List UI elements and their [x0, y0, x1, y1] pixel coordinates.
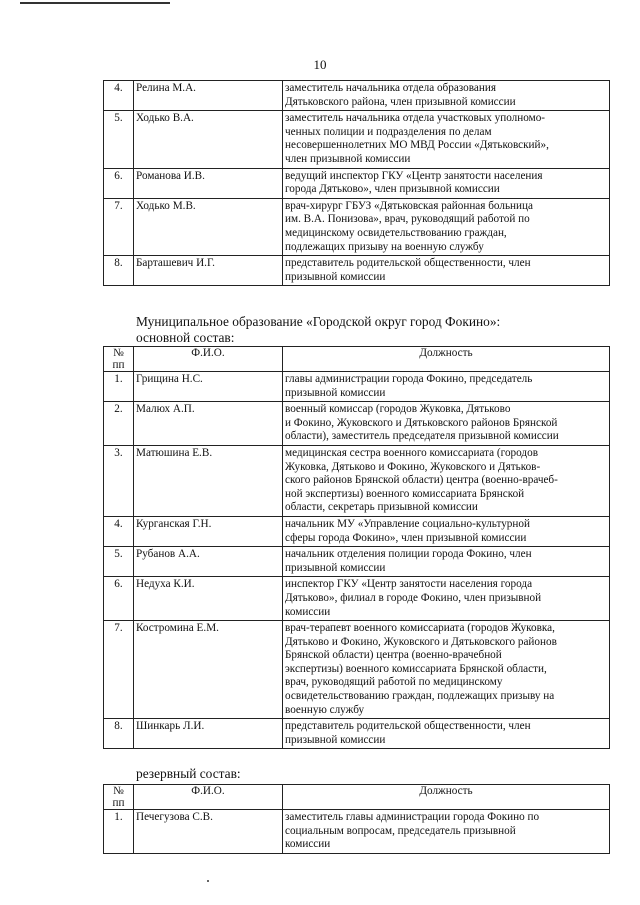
position-line: освидетельствованию граждан, подлежащих призыву на: [285, 690, 555, 703]
member-position: [283, 621, 610, 719]
position-line: им. В.А. Понизова», врач, руководящий работой по: [285, 213, 530, 226]
table-row: [104, 198, 610, 255]
table-row: [104, 547, 610, 577]
position-line: заместитель начальника отдела образования: [285, 82, 496, 94]
reserve-composition-table: [103, 784, 610, 854]
position-line: области, секретарь призывной комиссии: [285, 501, 478, 514]
commission-table-continued: [103, 80, 610, 286]
row-number: 8.: [104, 256, 134, 286]
section-main-title-line2: основной состав:: [136, 330, 235, 345]
header-role: Должность: [283, 785, 610, 810]
main-composition-table: [103, 346, 610, 749]
position-line: заместитель главы администрации города Фокино по: [285, 811, 540, 823]
position-line: военную службу: [285, 703, 365, 716]
position-line: сферы города Фокино», член призывной комиссии: [285, 531, 527, 544]
row-number: 4.: [104, 516, 134, 546]
table-row: [104, 256, 610, 286]
member-position: [283, 445, 610, 516]
table-body: [104, 372, 610, 749]
section-reserve-title: резервный состав:: [136, 766, 241, 781]
row-number: 5.: [104, 111, 134, 168]
position-line: врач-терапевт военного комиссариата (городов Жуковка,: [285, 622, 555, 635]
member-name: Барташевич И.Г.: [134, 256, 283, 286]
row-number: 6.: [104, 577, 134, 621]
table-row: [104, 719, 610, 749]
member-position: [283, 198, 610, 255]
header-num: № пп: [104, 785, 134, 810]
table-row: [104, 402, 610, 446]
top-rule: [20, 2, 170, 4]
position-line: представитель родительской общественности, член: [285, 257, 531, 270]
position-line: инспектор ГКУ «Центр занятости населения города: [285, 578, 533, 591]
position-line: медицинская сестра военного комиссариата (городов: [285, 446, 538, 459]
position-line: призывной комиссии: [285, 386, 386, 399]
member-name: Ходько В.А.: [134, 111, 283, 168]
position-line: Дятьково», филиал в городе Фокино, член призывной: [285, 591, 542, 604]
member-position: [283, 256, 610, 286]
header-num: № пп: [104, 347, 134, 372]
page-number: 10: [313, 57, 327, 72]
position-line: член призывной комиссии: [285, 152, 411, 165]
row-number: 4.: [104, 81, 134, 111]
section-main-title: [136, 314, 616, 346]
position-line: несовершеннолетних МО МВД России «Дятьковский»,: [285, 139, 549, 152]
member-name: Грищина Н.С.: [134, 372, 283, 402]
table-row: [104, 111, 610, 168]
position-line: ского районов Брянской области) центра (военно-врачеб-: [285, 474, 558, 487]
position-line: медицинскому освидетельствованию граждан,: [285, 226, 507, 239]
row-number: 7.: [104, 621, 134, 719]
row-number: 2.: [104, 402, 134, 446]
member-position: [283, 372, 610, 402]
position-line: призывной комиссии: [285, 733, 386, 746]
table-row: [104, 81, 610, 111]
position-line: и Фокино, Жуковского и Дятьковского районов Брянской: [285, 416, 558, 429]
row-number: 8.: [104, 719, 134, 749]
position-line: ченных полиции и подразделения по делам: [285, 125, 492, 138]
header-name: Ф.И.О.: [134, 347, 283, 372]
row-number: 7.: [104, 198, 134, 255]
member-position: [283, 810, 610, 854]
position-line: врач, руководящий работой по медицинскому: [285, 676, 503, 689]
position-line: комиссии: [285, 605, 331, 618]
table-row: [104, 516, 610, 546]
position-line: экспертизы) военного комиссариата Брянской области,: [285, 662, 547, 675]
position-line: военный комиссар (городов Жуковка, Дятьково: [285, 403, 511, 416]
table-body: [104, 810, 610, 854]
header-row: [104, 347, 610, 372]
position-line: призывной комиссии: [285, 561, 386, 574]
member-position: [283, 577, 610, 621]
member-position: [283, 516, 610, 546]
position-line: Дятьково и Фокино, Жуковского и Дятьковского районов: [285, 635, 557, 648]
row-number: 1.: [104, 372, 134, 402]
row-number: 3.: [104, 445, 134, 516]
scan-speck: [207, 880, 209, 882]
position-line: подлежащих призыву на военную службу: [285, 240, 484, 253]
member-name: Малюх А.П.: [134, 402, 283, 446]
member-position: [283, 111, 610, 168]
member-name: Релина М.А.: [134, 81, 283, 111]
member-name: Шинкарь Л.И.: [134, 719, 283, 749]
table-row: [104, 372, 610, 402]
position-line: Жуковка, Дятьково и Фокино, Жуковского и Дятьков-: [285, 460, 541, 473]
member-name: Недуха К.И.: [134, 577, 283, 621]
section-main-title-line1: Муниципальное образование «Городской округ город Фокино»:: [136, 314, 501, 329]
member-name: Печегузова С.В.: [134, 810, 283, 854]
position-line: главы администрации города Фокино, председатель: [285, 373, 533, 385]
header-row: [104, 785, 610, 810]
position-line: комиссии: [285, 838, 331, 851]
member-name: Ходько М.В.: [134, 198, 283, 255]
member-position: [283, 81, 610, 111]
table-body: [104, 81, 610, 286]
table-row: [104, 621, 610, 719]
position-line: области), заместитель председателя призывной комиссии: [285, 430, 559, 443]
member-name: Костромина Е.М.: [134, 621, 283, 719]
position-line: начальник МУ «Управление социально-культурной: [285, 517, 530, 530]
member-position: [283, 402, 610, 446]
row-number: 1.: [104, 810, 134, 854]
table-row: [104, 168, 610, 198]
member-name: Рубанов А.А.: [134, 547, 283, 577]
member-name: Романова И.В.: [134, 168, 283, 198]
position-line: начальник отделения полиции города Фокино, член: [285, 548, 532, 561]
row-number: 6.: [104, 168, 134, 198]
position-line: представитель родительской общественности, член: [285, 720, 531, 733]
table-row: [104, 445, 610, 516]
position-line: призывной комиссии: [285, 270, 386, 283]
position-line: города Дятьково», член призывной комиссии: [285, 183, 500, 196]
position-line: заместитель начальника отдела участковых уполномо-: [285, 112, 546, 125]
table-row: [104, 577, 610, 621]
position-line: врач-хирург ГБУЗ «Дятьковская районная больница: [285, 199, 533, 212]
table-row: [104, 810, 610, 854]
position-line: Дятьковского района, член призывной комиссии: [285, 95, 516, 108]
position-line: социальным вопросам, председатель призывной: [285, 824, 516, 837]
position-line: Брянской области) центра (военно-врачебной: [285, 649, 502, 662]
position-line: ной экспертизы) военного комиссариата Брянской: [285, 487, 525, 500]
row-number: 5.: [104, 547, 134, 577]
header-name: Ф.И.О.: [134, 785, 283, 810]
member-position: [283, 547, 610, 577]
member-position: [283, 168, 610, 198]
member-position: [283, 719, 610, 749]
member-name: Курганская Г.Н.: [134, 516, 283, 546]
member-name: Матюшина Е.В.: [134, 445, 283, 516]
header-role: Должность: [283, 347, 610, 372]
position-line: ведущий инспектор ГКУ «Центр занятости населения: [285, 169, 543, 182]
